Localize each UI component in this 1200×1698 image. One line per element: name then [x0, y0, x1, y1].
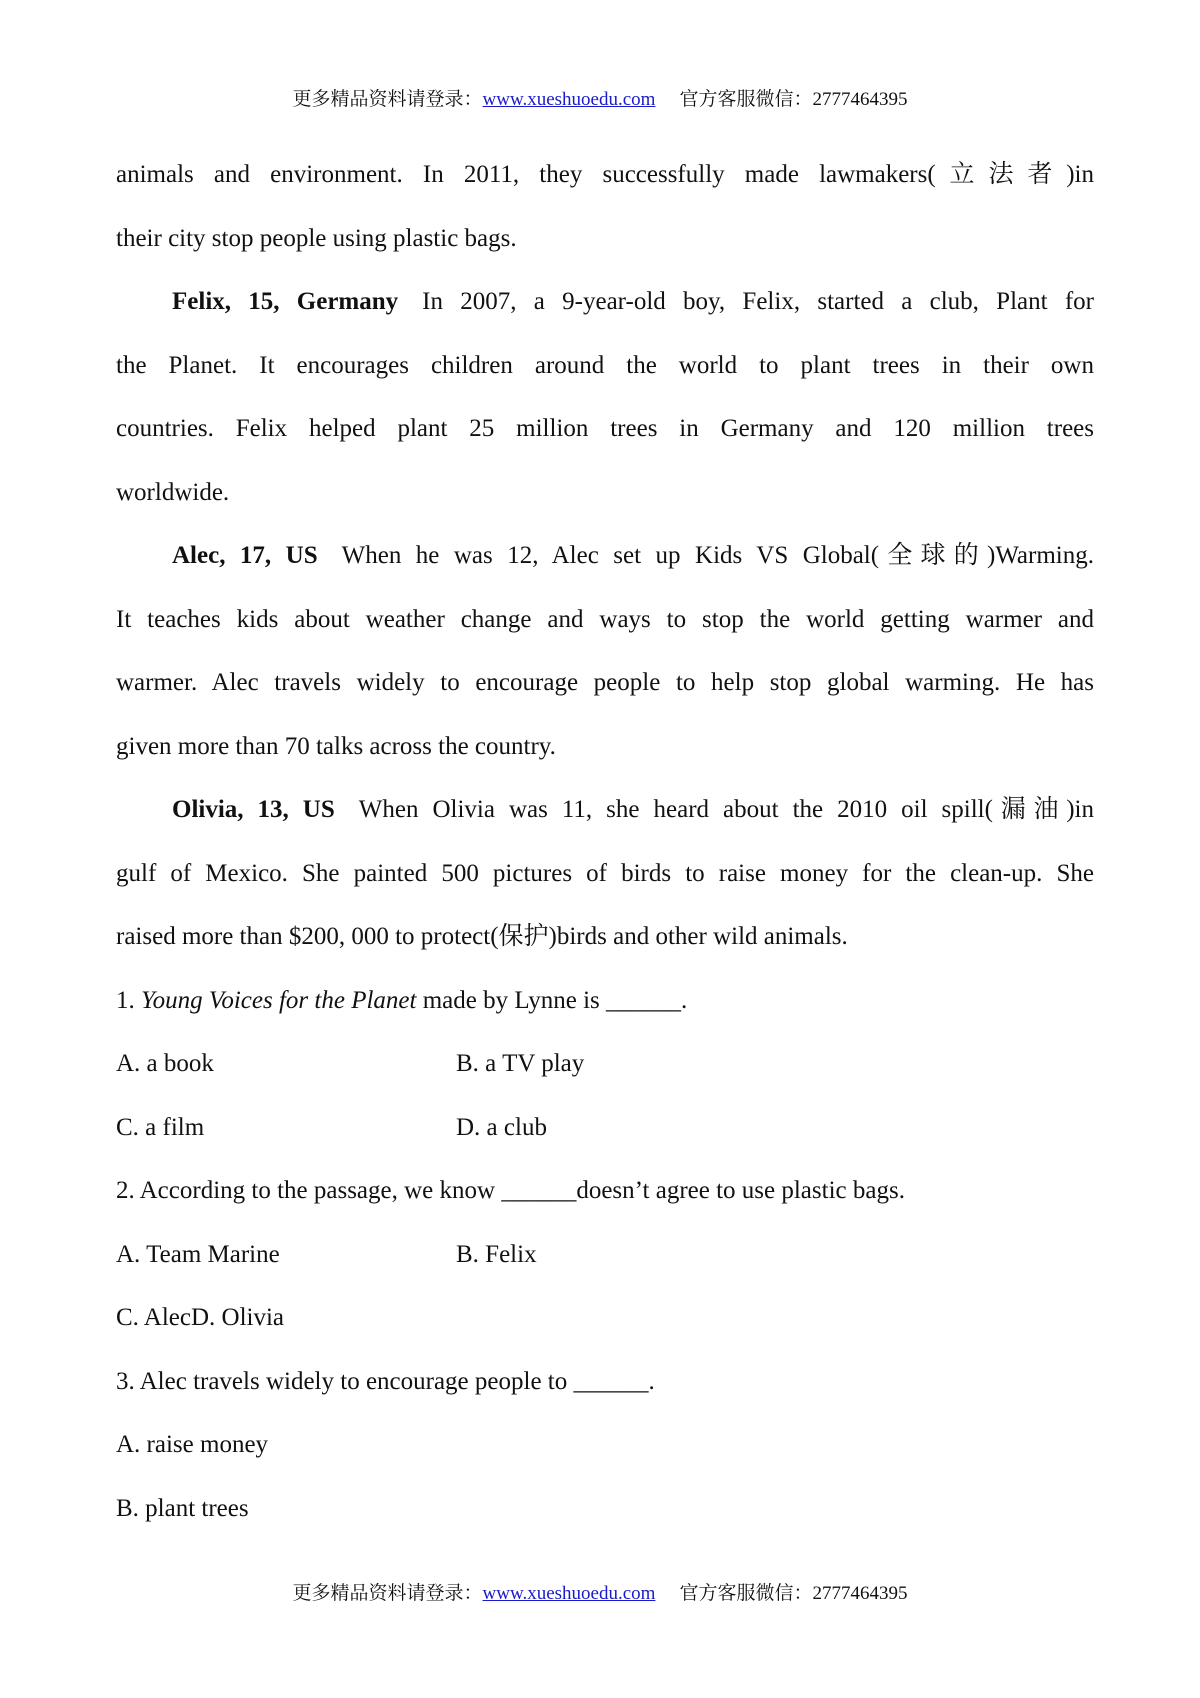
- page-header: [0, 88, 1200, 112]
- felix-line-4: worldwide.: [116, 478, 230, 506]
- q1-title: Young Voices for the Planet: [141, 986, 417, 1014]
- q3-option-b: B. plant trees: [116, 1494, 249, 1522]
- q2-option-b: B. Felix: [456, 1240, 537, 1268]
- q1-option-a: A. a book: [116, 1050, 214, 1077]
- question-2: 2. According to the passage, we know ______doesn’t agree to use plastic bags.: [116, 1177, 905, 1204]
- intro-line-2: their city stop people using plastic bags.: [116, 224, 517, 252]
- header-link[interactable]: www.xueshuoedu.com: [482, 89, 656, 110]
- page-footer: [0, 1582, 1200, 1606]
- alec-line-4: given more than 70 talks across the country.: [116, 732, 556, 760]
- felix-name: Felix, 15, Germany: [172, 288, 399, 315]
- q1-rest: made by Lynne is ______.: [422, 986, 688, 1014]
- question-1: [116, 976, 1094, 1040]
- olivia-name: Olivia, 13, US: [172, 796, 335, 823]
- intro-line-1: animals and environment. In 2011, they successfully made lawmakers(立法者)in: [116, 161, 1094, 188]
- alec-text-1: When he was 12, Alec set up Kids VS Global(全球的)Warming.: [341, 542, 1094, 569]
- document-body: [116, 150, 1094, 1547]
- felix-paragraph-line-1: [116, 277, 1094, 341]
- felix-line-2: the Planet. It encourages children around the world to plant trees in their own: [116, 351, 1094, 379]
- q1-option-b: B. a TV play: [456, 1050, 585, 1077]
- q3-option-a: A. raise money: [116, 1431, 269, 1458]
- question-3: 3. Alec travels widely to encourage people to ______.: [116, 1367, 655, 1395]
- alec-line-2: It teaches kids about weather change and ways to stop the world getting warmer and: [116, 605, 1094, 633]
- q1-option-c: C. a film: [116, 1113, 205, 1141]
- footer-prefix: 更多精品资料请登录：: [292, 1583, 483, 1604]
- olivia-text-1: When Olivia was 11, she heard about the 2010 oil spill(漏油)in: [358, 796, 1094, 823]
- header-prefix: 更多精品资料请登录：: [292, 89, 483, 110]
- olivia-line-3: raised more than $200, 000 to protect(保护)birds and other wild animals.: [116, 923, 848, 950]
- q2-options-row-1: [116, 1230, 1094, 1294]
- alec-name: Alec, 17, US: [172, 542, 318, 569]
- q1-option-d: D. a club: [456, 1113, 547, 1141]
- alec-paragraph-line-1: [116, 531, 1094, 595]
- olivia-line-2: gulf of Mexico. She painted 500 pictures of birds to raise money for the clean-up. She: [116, 859, 1094, 887]
- q2-options-row-2: C. AlecD. Olivia: [116, 1304, 285, 1331]
- q2-option-a: A. Team Marine: [116, 1240, 280, 1268]
- q1-options-row-1: [116, 1039, 1094, 1103]
- felix-line-3: countries. Felix helped plant 25 million trees in Germany and 120 million trees: [116, 415, 1094, 442]
- olivia-paragraph-line-1: [116, 785, 1094, 849]
- q1-number: 1.: [116, 986, 135, 1014]
- footer-wechat: 官方客服微信：2777464395: [679, 1583, 908, 1604]
- felix-text-1: In 2007, a 9-year-old boy, Felix, started a club, Plant for: [422, 288, 1094, 315]
- q1-options-row-2: [116, 1103, 1094, 1167]
- header-wechat: 官方客服微信：2777464395: [679, 89, 908, 110]
- footer-link[interactable]: www.xueshuoedu.com: [482, 1583, 656, 1604]
- alec-line-3: warmer. Alec travels widely to encourage people to help stop global warming. He has: [116, 669, 1094, 696]
